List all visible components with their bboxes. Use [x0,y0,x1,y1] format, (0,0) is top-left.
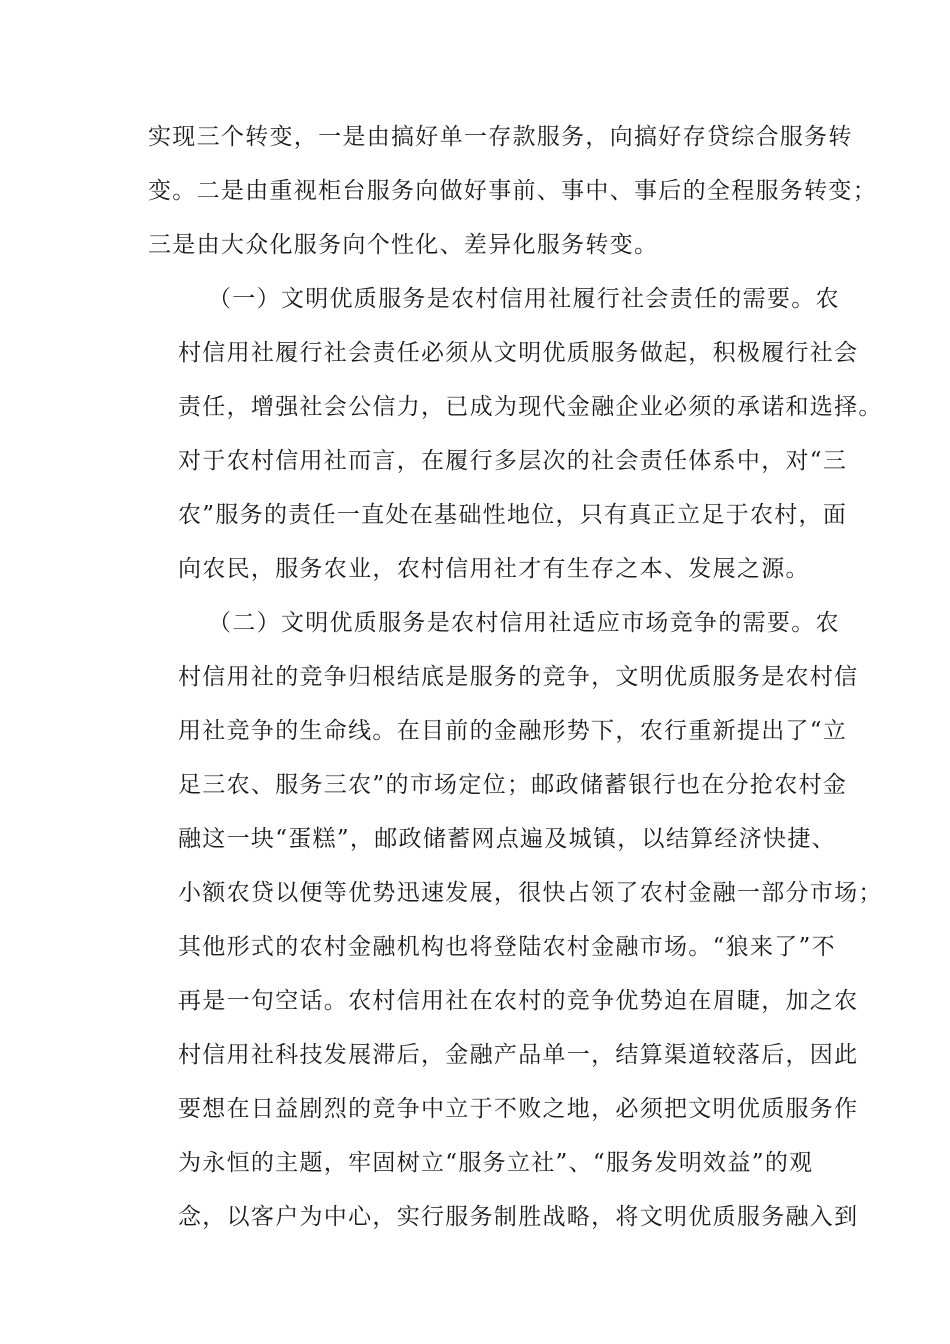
text-line: 向农民，服务农业，农村信用社才有生存之本、发展之源。 [178,556,810,582]
text-line: 融这一块“蛋糕”，邮政储蓄网点遍及城镇，以结算经济快捷、 [178,826,836,852]
section-heading-1: （一）文明优质服务是农村信用社履行社会责任的需要。农 [208,286,840,312]
text-line: 村信用社的竞争归根结底是服务的竞争，文明优质服务是农村信 [178,664,859,690]
text-line: 其他形式的农村金融机构也将登陆农村金融市场。“狼来了”不 [178,934,836,960]
section-heading-2: （二）文明优质服务是农村信用社适应市场竞争的需要。农 [208,610,840,636]
text-line: 村信用社履行社会责任必须从文明优质服务做起，积极履行社会 [178,340,859,366]
text-line: 要想在日益剧烈的竞争中立于不败之地，必须把文明优质服务作 [178,1096,859,1122]
text-line: 三是由大众化服务向个性化、差异化服务转变。 [148,232,659,258]
text-line: 小额农贷以便等优势迅速发展，很快占领了农村金融一部分市场； [178,880,883,906]
text-line: 农”服务的责任一直处在基础性地位，只有真正立足于农村，面 [178,502,848,528]
text-line: 变。二是由重视柜台服务向做好事前、事中、事后的全程服务转变； [148,178,877,204]
text-line: 再是一句空话。农村信用社在农村的竞争优势迫在眉睫，加之农 [178,988,859,1014]
text-line: 足三农、服务三农”的市场定位；邮政储蓄银行也在分抢农村金 [178,772,848,798]
text-line: 念，以客户为中心，实行服务制胜战略，将文明优质服务融入到 [178,1204,859,1230]
text-line: 责任，增强社会公信力，已成为现代金融企业必须的承诺和选择。 [178,394,883,420]
text-line: 为永恒的主题，牢固树立“服务立社”、“服务发明效益”的观 [178,1150,814,1176]
text-line: 用社竞争的生命线。在目前的金融形势下，农行重新提出了“立 [178,718,848,744]
text-line: 实现三个转变，一是由搞好单一存款服务，向搞好存贷综合服务转 [148,124,853,150]
text-line: 村信用社科技发展滞后，金融产品单一，结算渠道较落后，因此 [178,1042,859,1068]
text-line: 对于农村信用社而言，在履行多层次的社会责任体系中，对“三 [178,448,848,474]
